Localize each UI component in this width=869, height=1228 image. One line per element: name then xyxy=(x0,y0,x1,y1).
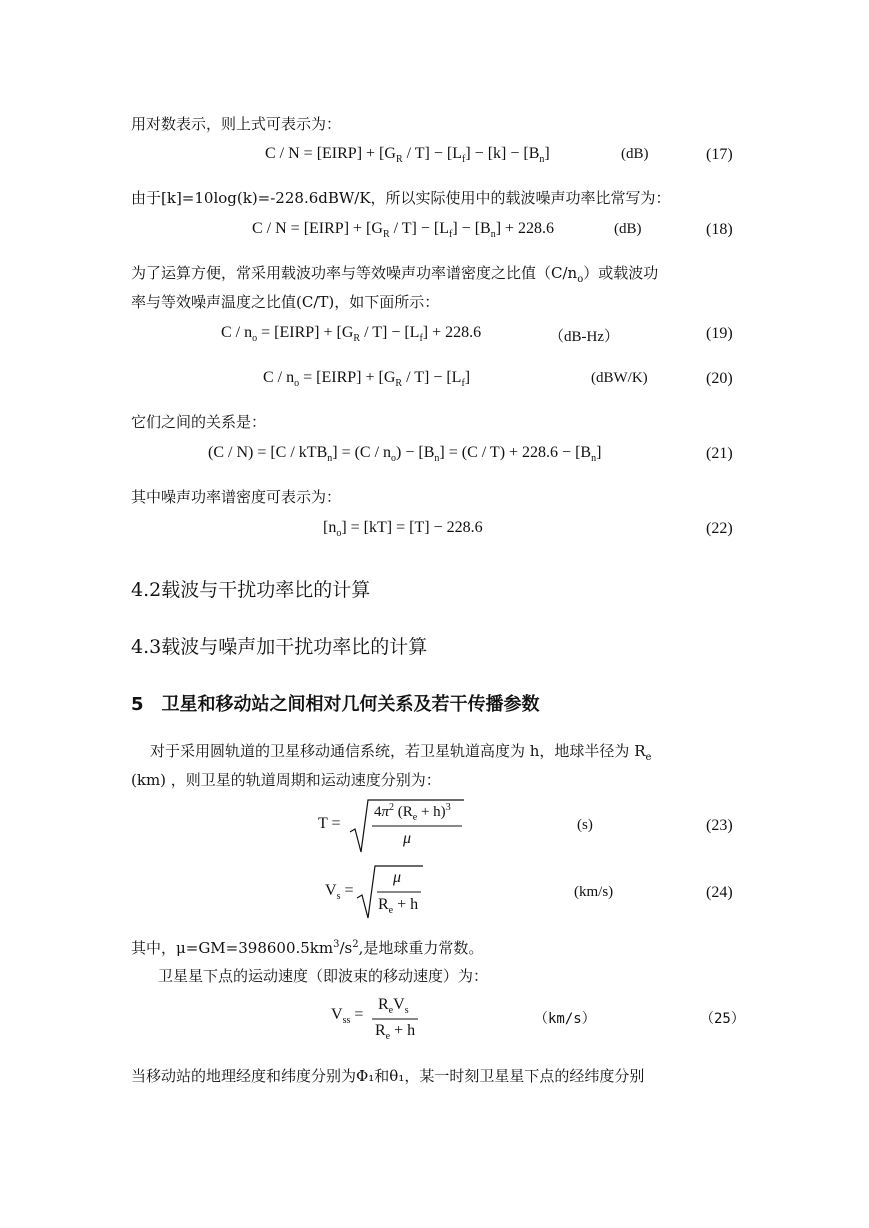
equation-number: (18) xyxy=(706,221,733,238)
equation-number: (20) xyxy=(706,370,733,387)
equation-unit: （dB-Hz） xyxy=(549,329,619,345)
text-line: 对于采用圆轨道的卫星移动通信系统，若卫星轨道高度为 h，地球半径为 $R_e$ xyxy=(150,742,652,763)
text-line: 为了运算方便，常采用载波功率与等效噪声功率谱密度之比值$(C/n_o)$或载波功 xyxy=(131,264,659,285)
equation-unit: （km/s） xyxy=(534,1011,596,1027)
text-line: 率与等效噪声温度之比值(C/T)，如下面所示： xyxy=(131,293,440,311)
equation-23: T = xyxy=(318,815,341,832)
equation-24: $V_s$ = xyxy=(325,882,354,903)
equation-24-denominator: $R_e + h$ xyxy=(378,896,419,917)
equation-18: C / N = [EIRP] + $[G_R / T] - [L_f] - [B_n] + 228.6$ xyxy=(252,220,555,241)
fraction-bar xyxy=(372,1018,420,1021)
section-heading: 4.3载波与噪声加干扰功率比的计算 xyxy=(131,636,428,658)
text-line: 用对数表示，则上式可表示为： xyxy=(131,115,342,133)
equation-number: （25） xyxy=(700,1011,745,1027)
equation-number: (23) xyxy=(706,817,733,834)
equation-25: $V_{ss}$ = xyxy=(331,1006,364,1027)
text-line: 当移动站的地理经度和纬度分别为Φ₁和θ₁，某一时刻卫星星下点的经纬度分别 xyxy=(131,1067,645,1085)
equation-19: C / $n_o$ = [EIRP] + $[G_R / T] - [L_f] + 228.6$ xyxy=(221,324,482,345)
text-line: 其中，$\mu=GM=398600.5km^3/s^2$,是地球重力常数。 xyxy=(131,939,484,957)
equation-number: (21) xyxy=(706,445,733,462)
equation-17: C / N = [EIRP] + $[G_R / T] - [L_f] - [k] - [B_n]$ xyxy=(265,145,550,166)
equation-number: (19) xyxy=(706,325,733,342)
equation-unit: (dBW/K) xyxy=(591,370,648,386)
equation-25-denominator: $R_e + h$ xyxy=(375,1022,416,1043)
equation-number: (24) xyxy=(706,884,733,901)
equation-22: $[n_o] = [kT] = [T] - 228.6$ xyxy=(323,519,483,540)
section-heading: 4.2载波与干扰功率比的计算 xyxy=(131,579,371,601)
equation-unit: (dB) xyxy=(614,221,642,237)
equation-number: (17) xyxy=(706,146,733,163)
equation-21: $(C / N) = [C / kTB_n] = (C / n_o) - [B_n] = (C / T) + 228.6 - [B_n]$ xyxy=(208,444,602,465)
equation-unit: (km/s) xyxy=(574,884,614,900)
text-line: 它们之间的关系是： xyxy=(131,413,267,431)
equation-24-numerator: μ xyxy=(393,869,402,886)
equation-unit: (s) xyxy=(577,817,593,833)
equation-23-numerator: $4\pi^2$ $(R_e + h)^3$ xyxy=(374,802,451,823)
section-heading: 5 卫星和移动站之间相对几何关系及若干传播参数 xyxy=(131,694,540,715)
text-line: 由于[k]=10log(k)=-228.6dBW/K，所以实际使用中的载波噪声功率比常写为： xyxy=(131,189,671,207)
equation-20: C / $n_o$ = [EIRP] + $[G_R / T] - [L_f]$ xyxy=(263,369,471,390)
equation-number: (22) xyxy=(706,520,733,537)
equation-unit: (dB) xyxy=(621,146,649,162)
equation-23-denominator: μ xyxy=(403,830,412,847)
text-line: 卫星星下点的运动速度（即波束的移动速度）为： xyxy=(158,967,489,985)
text-line: (km) ，则卫星的轨道周期和运动速度分别为： xyxy=(131,771,441,789)
text-line: 其中噪声功率谱密度可表示为： xyxy=(131,488,342,506)
equation-25-numerator: $R_eV_s$ xyxy=(378,996,409,1017)
